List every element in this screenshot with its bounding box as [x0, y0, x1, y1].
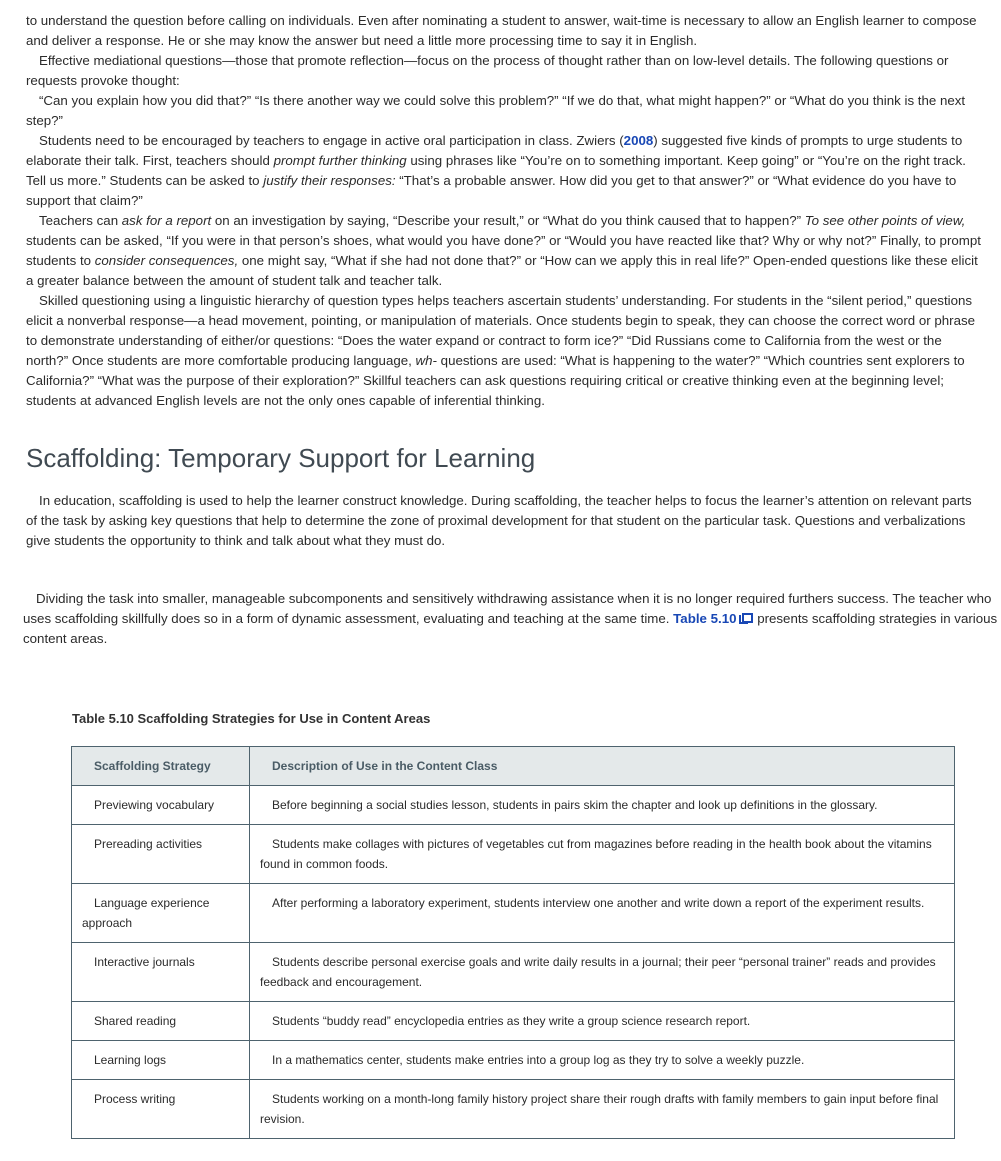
paragraph: In education, scaffolding is used to help the learner construct knowledge. During scaffolding, the teacher helps to focus the learner’s attention on relevant parts of the task by asking key questions that help to determine the zone of proximal development for that student on the particular task. Questions and verbalizations give students the opportunity to think and talk about what they must do.	[26, 493, 972, 548]
strategy-cell: Interactive journals	[72, 943, 250, 1002]
description-cell: After performing a laboratory experiment, students interview one another and write down a report of the experiment results.	[250, 884, 955, 943]
text: questions are used: “What is happening to the water?” “Which countries sent explorers to California?” “What was the purpose of their exploration?” Skillful teachers can ask questions requiring critical or creative thinking even at the beginning level; students at advanced English levels are not the only ones capable of inferential thinking.	[26, 353, 965, 408]
strategy-cell: Previewing vocabulary	[72, 786, 250, 825]
description-cell: Students make collages with pictures of vegetables cut from magazines before reading in the health book about the vitamins found in common foods.	[250, 825, 955, 884]
table-row	[72, 1041, 955, 1080]
text: ) suggested five kinds of prompts to urge students to elaborate their talk. First, teachers should	[26, 133, 963, 168]
table-caption: Table 5.10 Scaffolding Strategies for Use in Content Areas	[72, 711, 431, 726]
column-header: Scaffolding Strategy	[72, 747, 250, 786]
text: one might say, “What if she had not done that?” or “How can we apply this in real life?” Open-ended questions like these elicit a greater balance between the amount of student talk and teacher talk.	[26, 253, 978, 288]
text: students can be asked, “If you were in that person’s shoes, what would you have done?” or “Would you have reacted like that? Why or why not?” Finally, to prompt students to	[26, 233, 981, 268]
paragraph	[26, 131, 986, 211]
description-cell: Students “buddy read” encyclopedia entries as they write a group science research report.	[250, 1002, 955, 1041]
description-cell: Students working on a month-long family history project share their rough drafts with family members to gain input before final revision.	[250, 1080, 955, 1139]
text: Dividing the task into smaller, manageable subcomponents and sensitively withdrawing assistance when it is no longer required furthers success. The teacher who uses scaffolding skillfully does so in a form of dynamic assessment, evaluating and teaching at the same time.	[23, 591, 992, 626]
strategy-cell: Shared reading	[72, 1002, 250, 1041]
text: Skilled questioning using a linguistic hierarchy of question types helps teachers ascertain students’ understanding. For students in the “silent period,” questions elicit a nonverbal response—a head movement, pointing, or manipulation of materials. Once students begin to speak, they can choose the correct word or phrase to demonstrate understanding of either/or questions: “Does the water expand or contract to form ice?” “Did Russians come to California from the west or the north?” Once students are more comfortable producing language,	[26, 293, 976, 368]
emphasis: justify their responses:	[263, 173, 396, 188]
text: “That’s a probable answer. How did you get to that answer?” or “What evidence do you have to support that claim?”	[26, 173, 957, 208]
table-header-row	[72, 747, 955, 786]
description-cell: In a mathematics center, students make entries into a group log as they try to solve a weekly puzzle.	[250, 1041, 955, 1080]
emphasis: To see other points of view,	[804, 213, 966, 228]
text: on an investigation by saying, “Describe your result,” or “What do you think caused that to happen?”	[211, 213, 805, 228]
paragraph: to understand the question before calling on individuals. Even after nominating a student to answer, wait-time is necessary to allow an English learner to compose and deliver a response. He or she may know the answer but need a little more processing time to say it in English.	[26, 13, 977, 48]
strategy-cell: Prereading activities	[72, 825, 250, 884]
text: Students need to be encouraged by teachers to engage in active oral participation in class. Zwiers (	[39, 133, 624, 148]
paragraph	[26, 211, 986, 291]
open-table-icon[interactable]	[739, 613, 751, 624]
text: using phrases like “You’re on to something important. Keep going” or “You’re on the right track. Tell us more.” Students can be asked to	[26, 153, 966, 188]
paragraph	[26, 291, 986, 411]
emphasis: ask for a report	[121, 213, 212, 228]
paragraph	[23, 589, 998, 649]
table-row	[72, 943, 955, 1002]
table-row	[72, 1080, 955, 1139]
strategy-cell: Learning logs	[72, 1041, 250, 1080]
table-row	[72, 825, 955, 884]
column-header: Description of Use in the Content Class	[250, 747, 955, 786]
table-reference-link[interactable]: Table 5.10	[673, 611, 737, 626]
scaffolding-strategies-table	[71, 746, 955, 1139]
strategy-cell: Process writing	[72, 1080, 250, 1139]
body-text-section	[26, 11, 986, 411]
emphasis: consider consequences,	[94, 253, 239, 268]
strategy-cell: Language experience approach	[72, 884, 250, 943]
text: Teachers can	[39, 213, 122, 228]
section-heading: Scaffolding: Temporary Support for Learning	[26, 443, 536, 473]
description-cell: Before beginning a social studies lesson, students in pairs skim the chapter and look up definitions in the glossary.	[250, 786, 955, 825]
description-cell: Students describe personal exercise goals and write daily results in a journal; their peer “personal trainer” reads and provides feedback and encouragement.	[250, 943, 955, 1002]
table-row	[72, 1002, 955, 1041]
table-row	[72, 786, 955, 825]
citation-link[interactable]: 2008	[623, 133, 654, 148]
paragraph: Effective mediational questions—those that promote reflection—focus on the process of thought rather than on low-level details. The following questions or requests provoke thought:	[26, 53, 949, 88]
text: presents scaffolding strategies in various content areas.	[23, 611, 998, 646]
quoted-questions: “Can you explain how you did that?” “Is there another way we could solve this problem?” “If we do that, what might happen?” or “What do you think is the next step?”	[26, 93, 966, 128]
emphasis: wh-	[415, 353, 437, 368]
emphasis: prompt further thinking	[273, 153, 407, 168]
table-row	[72, 884, 955, 943]
